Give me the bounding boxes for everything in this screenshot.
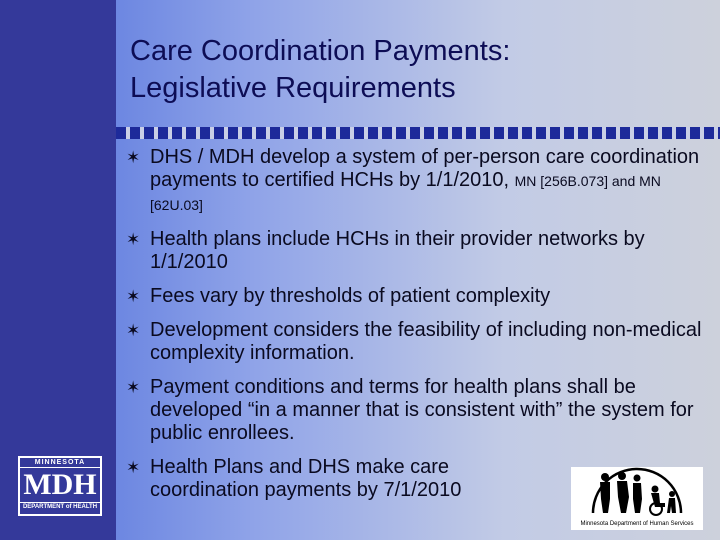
bullet-text-1: DHS / MDH develop a system of per-person care coordination payments to certified HCHs by 1/1/2010,	[150, 146, 700, 191]
mdh-logo	[18, 456, 102, 516]
slide-title	[130, 33, 690, 107]
dhs-family-icon	[571, 467, 703, 519]
bullet-citation: MN [256B.073] and MN [62U.03]	[150, 173, 661, 213]
title-divider-rule	[116, 127, 720, 139]
bullet-item-3	[124, 285, 704, 308]
dhs-logo-caption: Minnesota Department of Human Services	[580, 521, 694, 527]
bullet-item-5	[124, 376, 704, 445]
bullet-list	[124, 146, 704, 513]
bullet-text-3: Fees vary by thresholds of patient complexity	[150, 285, 551, 307]
title-line-1: Care Coordination Payments:	[130, 35, 511, 67]
star-bullet-icon: ✶	[126, 148, 141, 167]
bullet-item-2	[124, 228, 704, 274]
star-bullet-icon: ✶	[126, 378, 141, 397]
bullet-text-4: Development considers the feasibility of including non-medical complexity information.	[150, 319, 702, 364]
bullet-text-2: Health plans include HCHs in their provider networks by 1/1/2010	[150, 228, 645, 273]
star-bullet-icon: ✶	[126, 230, 141, 249]
star-bullet-icon: ✶	[126, 287, 141, 306]
star-bullet-icon: ✶	[126, 458, 141, 477]
bullet-item-1	[124, 146, 704, 217]
title-line-2: Legislative Requirements	[130, 72, 456, 104]
bullet-text-6: Health Plans and DHS make care coordination payments by 7/1/2010	[150, 456, 462, 501]
bullet-item-6	[124, 456, 530, 502]
mdh-logo-main-text: MDH	[23, 468, 97, 501]
mdh-logo-bottom-text: DEPARTMENT of HEALTH	[20, 502, 100, 511]
bullet-item-4	[124, 319, 704, 365]
bullet-text-5: Payment conditions and terms for health plans shall be developed “in a manner that is consistent with” the system for public enrollees.	[150, 376, 694, 444]
dhs-logo	[571, 467, 703, 530]
star-bullet-icon: ✶	[126, 321, 141, 340]
mdh-logo-top-text: MINNESOTA	[20, 458, 100, 468]
